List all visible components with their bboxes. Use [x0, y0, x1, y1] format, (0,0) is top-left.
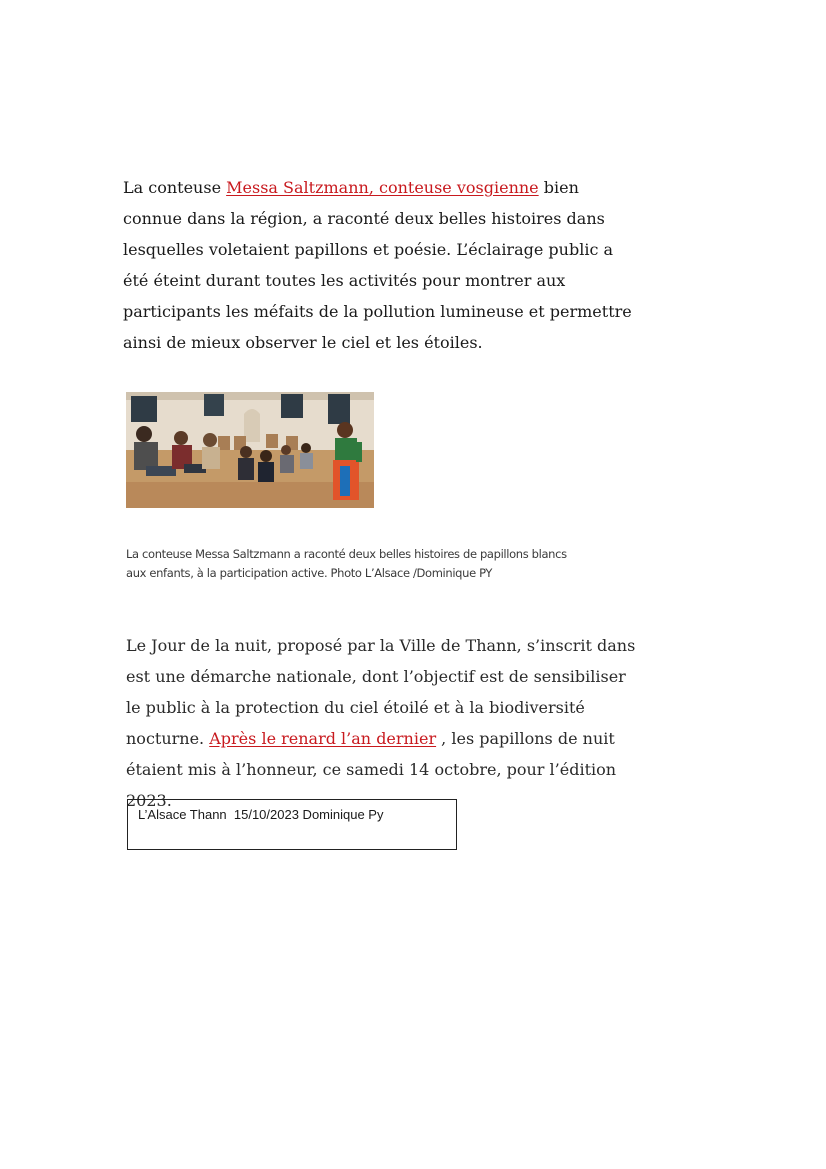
- photo-caption: [126, 545, 626, 583]
- previous-edition-link[interactable]: Après le renard l’an dernier: [209, 729, 437, 748]
- storyteller-link[interactable]: Messa Saltzmann, conteuse vosgienne: [226, 178, 539, 197]
- caption-line-1: La conteuse Messa Saltzmann a raconté deux belles histoires de papillons blancs: [126, 547, 567, 561]
- caption-line-2: aux enfants, à la participation active. Photo L’Alsace /Dominique PY: [126, 566, 493, 580]
- paragraph-1-body: bien connue dans la région, a raconté deux belles histoires dans lesquelles voletaient papillons et poésie. L’éclairage public a été éteint durant toutes les activités pour montrer aux participants les méfaits de la pollution lumineuse et permettre ainsi de mieux observer le ciel et les étoiles.: [123, 178, 632, 352]
- paragraph-2-end: , les papillons de nuit étaient mis à l’honneur, ce samedi 14 octobre, pour l’édition 2023.: [126, 729, 617, 810]
- paragraph-1-intro: La conteuse: [123, 178, 227, 197]
- article-paragraph-2: [126, 630, 636, 816]
- paragraph-2-body: Le Jour de la nuit, proposé par la Ville de Thann, s’inscrit dans est une démarche nationale, dont l’objectif est de sensibiliser le public à la protection du ciel étoilé et à la biodiversité nocturne.: [126, 636, 636, 748]
- article-paragraph-1: [123, 172, 633, 358]
- source-credit: L’Alsace Thann 15/10/2023 Dominique Py: [138, 807, 384, 822]
- storytelling-photo: [126, 392, 374, 508]
- source-credit-box: [127, 799, 457, 850]
